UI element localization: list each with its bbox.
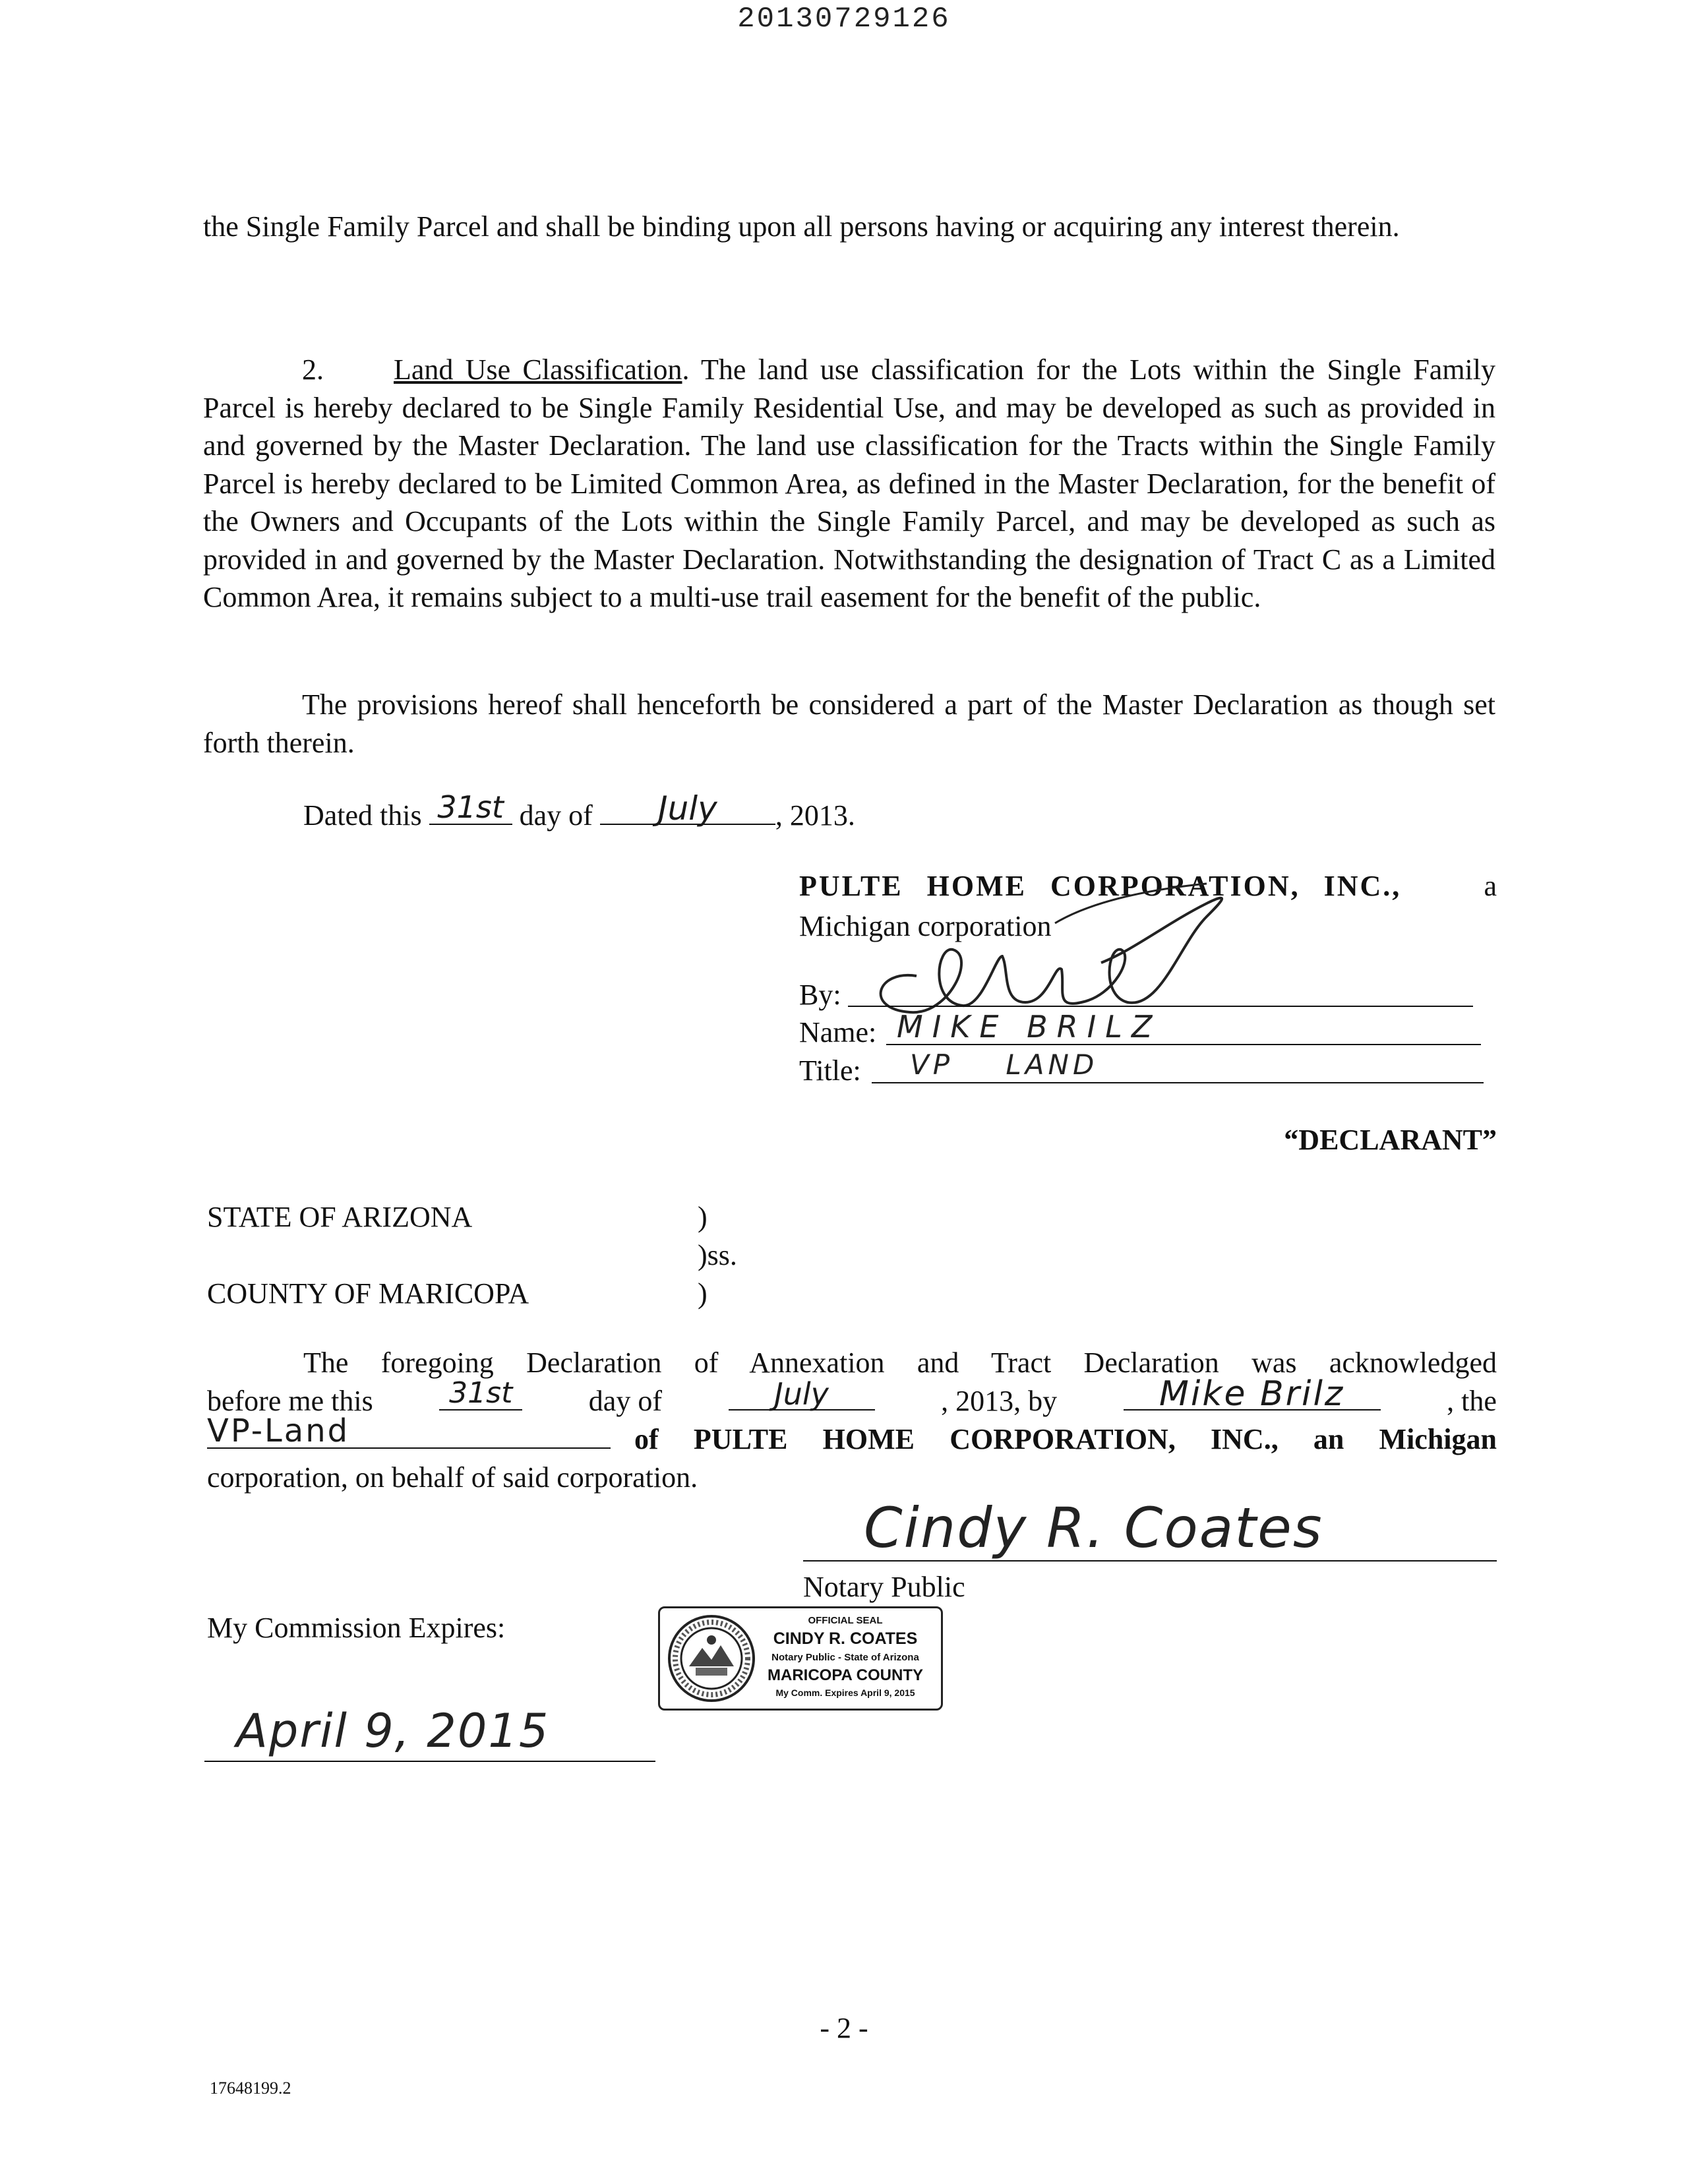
document-id: 17648199.2 (210, 2078, 291, 2098)
recording-number: 20130729126 (737, 3, 951, 36)
ack-title-field (207, 1412, 611, 1449)
dated-day-handwritten: 31st (437, 789, 504, 825)
seal-line-4: MARICOPA COUNTY (768, 1666, 923, 1684)
title-label: Title: (799, 1054, 861, 1087)
continuation-paragraph (203, 208, 1495, 246)
ack-month-field (729, 1376, 875, 1412)
dated-month-handwritten: July (657, 789, 717, 828)
section-number: 2. (302, 353, 324, 386)
title-handwritten: VP LAND (910, 1048, 1099, 1081)
ack-year-by: , 2013, by (941, 1385, 1058, 1417)
venue-paren-1: ) (698, 1201, 708, 1233)
dated-prefix: Dated this (303, 799, 422, 832)
venue-state: STATE OF ARIZONA (207, 1201, 473, 1233)
notary-signature: Cindy R. Coates (864, 1496, 1323, 1560)
section-land-use (203, 351, 1495, 617)
dated-day-field (429, 789, 512, 825)
arizona-seal-icon (667, 1614, 756, 1703)
by-signature-line (848, 1006, 1473, 1007)
continuation-text: the Single Family Parcel and shall be binding upon all persons having or acquiring any interest therein. (203, 210, 1400, 243)
by-label: By: (799, 979, 841, 1011)
name-label: Name: (799, 1016, 877, 1048)
notary-seal (658, 1606, 943, 1711)
notary-signature-line (803, 1560, 1497, 1562)
ack-of-company: of PULTE HOME CORPORATION, INC., an Michigan (634, 1423, 1497, 1455)
ack-person-handwritten: Mike Brilz (1159, 1374, 1345, 1414)
ack-day-of: day of (588, 1385, 662, 1417)
seal-line-5: My Comm. Expires April 9, 2015 (775, 1687, 915, 1698)
ack-line-4: corporation, on behalf of said corporation. (207, 1461, 698, 1494)
commission-expiry-line (204, 1761, 655, 1762)
ack-person-field (1124, 1374, 1381, 1414)
provisions-text: The provisions hereof shall henceforth be considered a part of the Master Declaration as though set forth therein. (203, 688, 1495, 759)
seal-line-3: Notary Public - State of Arizona (771, 1652, 919, 1663)
dated-line (303, 789, 855, 834)
ack-month-handwritten: July (774, 1376, 829, 1412)
ack-line-1: The foregoing Declaration of Annexation and Tract Declaration was acknowledged (303, 1347, 1497, 1379)
ack-line-3 (207, 1412, 1497, 1458)
dated-month-field (600, 789, 775, 828)
commission-expiry-handwritten: April 9, 2015 (236, 1704, 550, 1758)
ack-before: before me this (207, 1385, 373, 1417)
ack-day-field (439, 1376, 522, 1410)
section-paragraph (203, 351, 1495, 617)
dated-middle: day of (519, 799, 593, 832)
declarant-label: “DECLARANT” (1284, 1124, 1497, 1156)
name-handwritten: MIKE BRILZ (897, 1009, 1162, 1045)
dated-suffix: , 2013. (775, 799, 855, 832)
commission-label: My Commission Expires: (207, 1612, 506, 1644)
declarant-company-suffix: a (1484, 870, 1497, 902)
ack-title-handwritten: VP-Land (207, 1412, 350, 1449)
notary-label: Notary Public (803, 1571, 965, 1603)
provisions-paragraph (203, 686, 1495, 762)
seal-line-2: CINDY R. COATES (773, 1629, 918, 1648)
page-number: - 2 - (820, 2012, 868, 2044)
declarant-company-line2: Michigan corporation (799, 910, 1052, 942)
seal-line-1: OFFICIAL SEAL (808, 1615, 883, 1626)
section-text: . The land use classification for the Lots within the Single Family Parcel is hereby declared to be Single Family Residential Use, and may be developed as such as provided in and governed by the Master Declaration. The land use classification for the Tracts within the Single Family Parcel is hereby declared to be Limited Common Area, as defined in the Master Declaration, for the benefit of the Owners and Occupants of the Lots within the Single Family Parcel, and may be developed as such as provided in and governed by the Master Declaration. Notwithstanding the designation of Tract C as a Limited Common Area, it remains subject to a multi-use trail easement for the benefit of the public. (203, 353, 1496, 613)
ack-day-handwritten: 31st (449, 1376, 513, 1410)
venue-county: COUNTY OF MARICOPA (207, 1277, 529, 1310)
title-line (872, 1082, 1484, 1083)
venue-ss: )ss. (698, 1239, 737, 1271)
declarant-company: PULTE HOME CORPORATION, INC., (799, 870, 1402, 902)
section-title: Land Use Classification (394, 353, 682, 386)
venue-paren-2: ) (698, 1277, 708, 1310)
ack-the: , the (1447, 1385, 1497, 1417)
